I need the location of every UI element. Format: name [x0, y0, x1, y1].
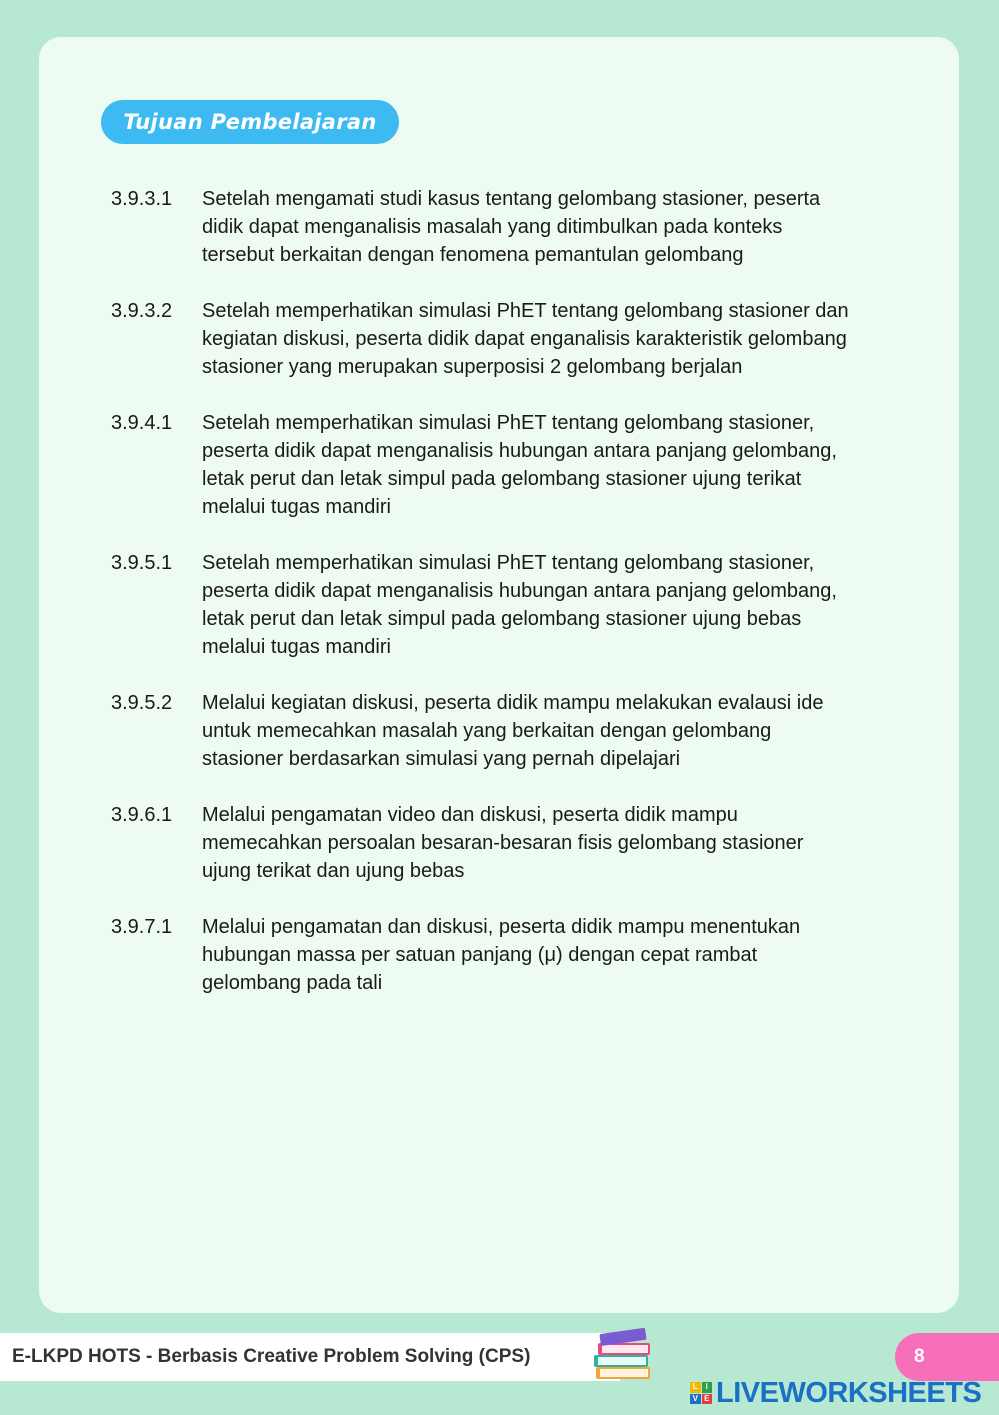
- objective-text: Melalui kegiatan diskusi, peserta didik mampu melakukan evalausi ide untuk memecahkan masalah yang berkaitan dengan gelombang stasioner berdasarkan simulasi yang pernah dipelajari: [202, 692, 824, 770]
- footer-title: E-LKPD HOTS - Berbasis Creative Problem Solving (CPS): [12, 1346, 531, 1367]
- objective-item: [111, 689, 871, 773]
- logo-letter: I: [702, 1382, 713, 1393]
- objective-code: 3.9.3.1: [111, 188, 173, 210]
- books-stack-icon: [592, 1327, 654, 1383]
- objective-item: [111, 185, 871, 269]
- objective-text: Setelah mengamati studi kasus tentang gelombang stasioner, peserta didik dapat menganalisis masalah yang ditimbulkan pada konteks tersebut berkaitan dengan fenomena pemantulan gelombang: [202, 188, 821, 266]
- objective-item: [111, 549, 871, 661]
- liveworksheets-logo: [690, 1378, 981, 1408]
- objective-code: 3.9.5.2: [111, 692, 173, 714]
- page-number: 8: [914, 1346, 925, 1367]
- objective-item: [111, 801, 871, 885]
- objective-item: [111, 913, 871, 997]
- objective-item: [111, 409, 871, 521]
- logo-letter: E: [702, 1394, 713, 1405]
- section-heading: Tujuan Pembelajaran: [101, 100, 399, 144]
- objective-code: 3.9.3.2: [111, 300, 173, 322]
- objective-code: 3.9.7.1: [111, 916, 173, 938]
- liveworksheets-text: LIVEWORKSHEETS: [716, 1376, 982, 1409]
- liveworksheets-logo-icon: [690, 1382, 712, 1404]
- page-number-badge: [895, 1333, 999, 1381]
- objective-text: Melalui pengamatan dan diskusi, peserta didik mampu menentukan hubungan massa per satuan panjang (μ) dengan cepat rambat gelombang pada tali: [202, 916, 801, 994]
- objective-text: Setelah memperhatikan simulasi PhET tentang gelombang stasioner, peserta didik dapat menganalisis hubungan antara panjang gelombang, letak perut dan letak simpul pada gelombang stasioner ujung bebas melalui tugas mandiri: [202, 552, 837, 658]
- objective-code: 3.9.5.1: [111, 552, 173, 574]
- logo-letter: V: [690, 1394, 701, 1405]
- objective-text: Melalui pengamatan video dan diskusi, peserta didik mampu memecahkan persoalan besaran-besaran fisis gelombang stasioner ujung terikat dan ujung bebas: [202, 804, 804, 882]
- objective-item: [111, 297, 871, 381]
- objective-code: 3.9.6.1: [111, 804, 173, 826]
- objective-text: Setelah memperhatikan simulasi PhET tentang gelombang stasioner dan kegiatan diskusi, peserta didik dapat enganalisis karakteristik gelombang stasioner yang merupakan superposisi 2 gelombang berjalan: [202, 300, 849, 378]
- logo-letter: L: [690, 1382, 701, 1393]
- objectives-list: [111, 185, 871, 1025]
- objective-text: Setelah memperhatikan simulasi PhET tentang gelombang stasioner, peserta didik dapat menganalisis hubungan antara panjang gelombang, letak perut dan letak simpul pada gelombang stasioner ujung terikat melalui tugas mandiri: [202, 412, 837, 518]
- objective-code: 3.9.4.1: [111, 412, 173, 434]
